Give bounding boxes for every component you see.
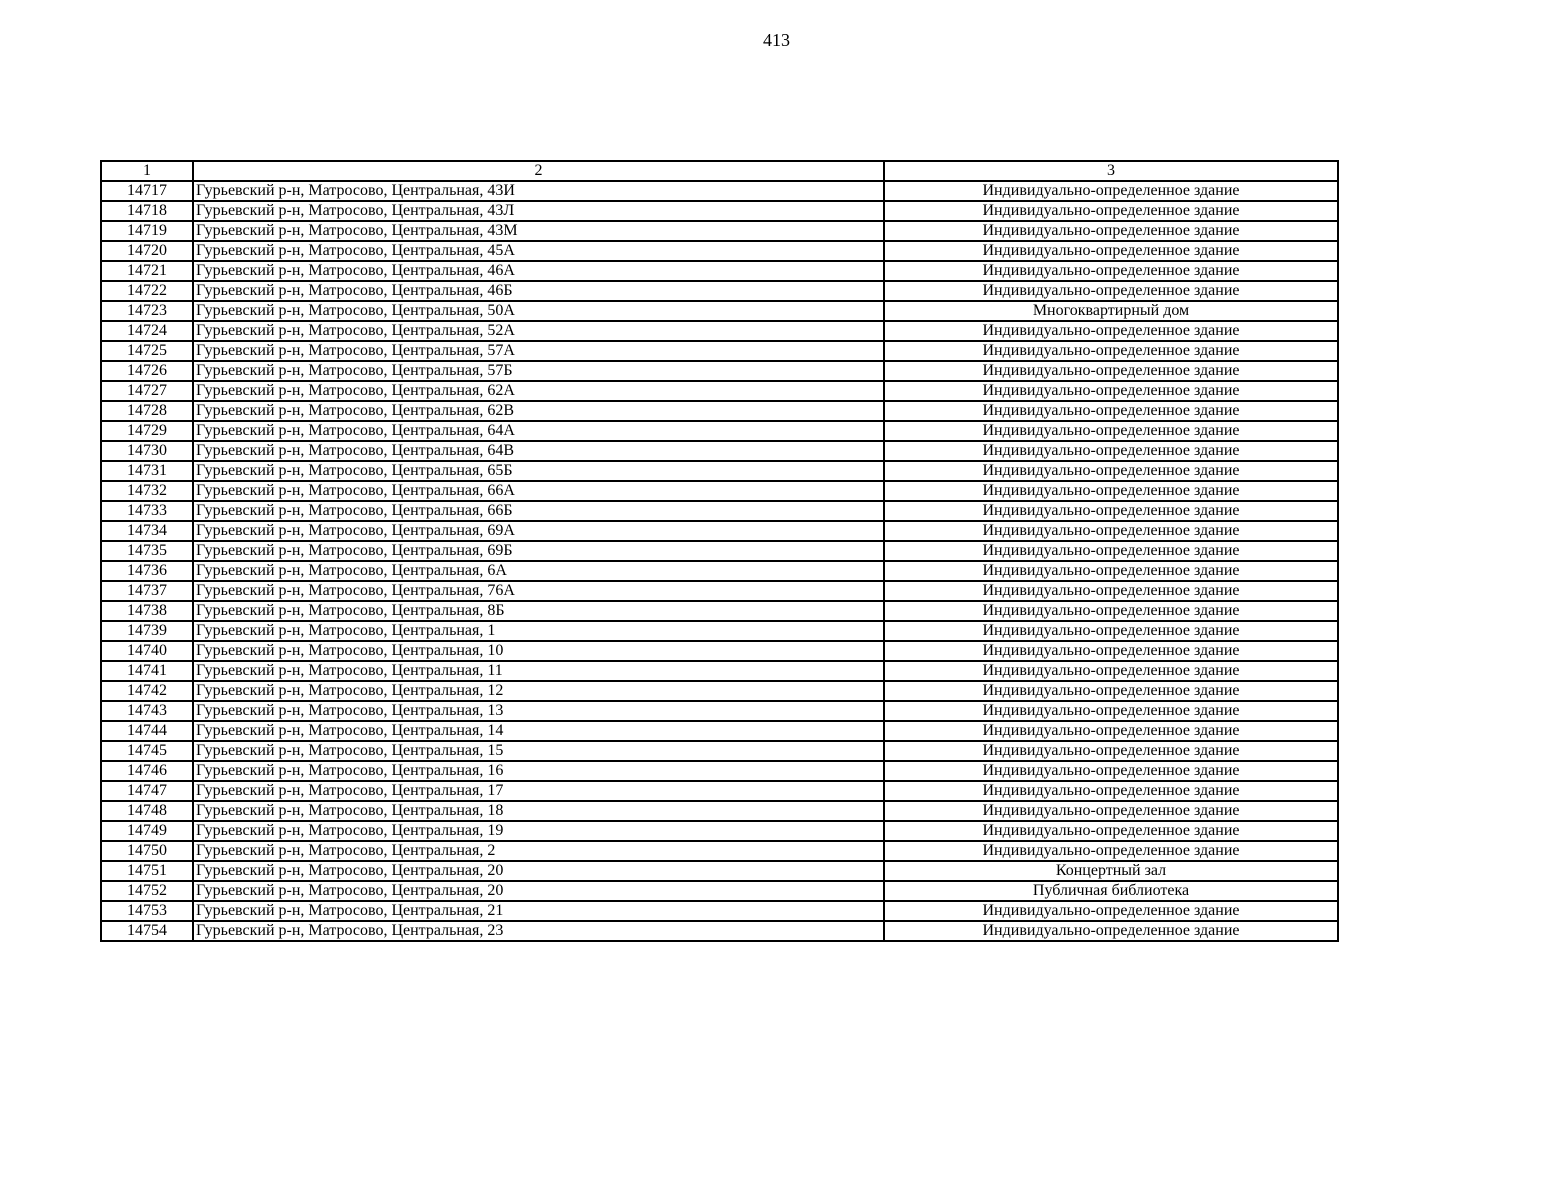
row-object-type: Индивидуально-определенное здание <box>884 841 1338 861</box>
table-row <box>101 441 1338 461</box>
row-address: Гурьевский р-н, Матросово, Центральная, 66А <box>193 481 884 501</box>
row-number: 14718 <box>101 201 193 221</box>
table-row <box>101 801 1338 821</box>
header-col-2: 2 <box>193 161 884 181</box>
table-row <box>101 421 1338 441</box>
row-address: Гурьевский р-н, Матросово, Центральная, 2 <box>193 841 884 861</box>
table-row <box>101 501 1338 521</box>
row-address: Гурьевский р-н, Матросово, Центральная, 21 <box>193 901 884 921</box>
table-row <box>101 681 1338 701</box>
row-number: 14719 <box>101 221 193 241</box>
table-row <box>101 321 1338 341</box>
row-object-type: Индивидуально-определенное здание <box>884 901 1338 921</box>
table-row <box>101 881 1338 901</box>
row-address: Гурьевский р-н, Матросово, Центральная, 16 <box>193 761 884 781</box>
row-address: Гурьевский р-н, Матросово, Центральная, 57А <box>193 341 884 361</box>
row-object-type: Индивидуально-определенное здание <box>884 321 1338 341</box>
header-row <box>101 161 1338 181</box>
row-object-type: Индивидуально-определенное здание <box>884 221 1338 241</box>
row-object-type: Индивидуально-определенное здание <box>884 921 1338 941</box>
row-address: Гурьевский р-н, Матросово, Центральная, 23 <box>193 921 884 941</box>
row-address: Гурьевский р-н, Матросово, Центральная, 18 <box>193 801 884 821</box>
row-address: Гурьевский р-н, Матросово, Центральная, 10 <box>193 641 884 661</box>
row-address: Гурьевский р-н, Матросово, Центральная, 19 <box>193 821 884 841</box>
row-number: 14747 <box>101 781 193 801</box>
registry-table <box>100 160 1339 942</box>
row-number: 14724 <box>101 321 193 341</box>
row-number: 14723 <box>101 301 193 321</box>
table-row <box>101 741 1338 761</box>
row-number: 14726 <box>101 361 193 381</box>
row-object-type: Индивидуально-определенное здание <box>884 381 1338 401</box>
row-number: 14752 <box>101 881 193 901</box>
row-address: Гурьевский р-н, Матросово, Центральная, 6А <box>193 561 884 581</box>
row-number: 14733 <box>101 501 193 521</box>
row-object-type: Индивидуально-определенное здание <box>884 481 1338 501</box>
table-row <box>101 381 1338 401</box>
row-object-type: Индивидуально-определенное здание <box>884 701 1338 721</box>
row-object-type: Индивидуально-определенное здание <box>884 821 1338 841</box>
table-row <box>101 701 1338 721</box>
row-object-type: Индивидуально-определенное здание <box>884 561 1338 581</box>
table-row <box>101 761 1338 781</box>
row-object-type: Индивидуально-определенное здание <box>884 521 1338 541</box>
table-row <box>101 341 1338 361</box>
row-object-type: Публичная библиотека <box>884 881 1338 901</box>
row-number: 14750 <box>101 841 193 861</box>
table-row <box>101 481 1338 501</box>
row-number: 14717 <box>101 181 193 201</box>
row-address: Гурьевский р-н, Матросово, Центральная, 43Л <box>193 201 884 221</box>
row-object-type: Многоквартирный дом <box>884 301 1338 321</box>
header-col-3: 3 <box>884 161 1338 181</box>
row-object-type: Индивидуально-определенное здание <box>884 641 1338 661</box>
row-number: 14731 <box>101 461 193 481</box>
table-row <box>101 241 1338 261</box>
row-object-type: Индивидуально-определенное здание <box>884 601 1338 621</box>
row-number: 14720 <box>101 241 193 261</box>
table-row <box>101 461 1338 481</box>
row-address: Гурьевский р-н, Матросово, Центральная, 66Б <box>193 501 884 521</box>
table-row <box>101 621 1338 641</box>
row-address: Гурьевский р-н, Матросово, Центральная, 14 <box>193 721 884 741</box>
table-row <box>101 601 1338 621</box>
row-object-type: Индивидуально-определенное здание <box>884 661 1338 681</box>
row-address: Гурьевский р-н, Матросово, Центральная, 8Б <box>193 601 884 621</box>
row-number: 14740 <box>101 641 193 661</box>
table-row <box>101 561 1338 581</box>
table-row <box>101 861 1338 881</box>
table-row <box>101 841 1338 861</box>
row-number: 14748 <box>101 801 193 821</box>
row-object-type: Индивидуально-определенное здание <box>884 401 1338 421</box>
row-number: 14745 <box>101 741 193 761</box>
row-address: Гурьевский р-н, Матросово, Центральная, 46Б <box>193 281 884 301</box>
row-object-type: Индивидуально-определенное здание <box>884 261 1338 281</box>
row-object-type: Индивидуально-определенное здание <box>884 541 1338 561</box>
row-address: Гурьевский р-н, Матросово, Центральная, 43И <box>193 181 884 201</box>
row-address: Гурьевский р-н, Матросово, Центральная, 15 <box>193 741 884 761</box>
row-number: 14729 <box>101 421 193 441</box>
row-object-type: Индивидуально-определенное здание <box>884 801 1338 821</box>
table-row <box>101 661 1338 681</box>
row-object-type: Индивидуально-определенное здание <box>884 181 1338 201</box>
row-address: Гурьевский р-н, Матросово, Центральная, 11 <box>193 661 884 681</box>
row-number: 14722 <box>101 281 193 301</box>
row-address: Гурьевский р-н, Матросово, Центральная, 62А <box>193 381 884 401</box>
row-address: Гурьевский р-н, Матросово, Центральная, 1 <box>193 621 884 641</box>
row-object-type: Индивидуально-определенное здание <box>884 421 1338 441</box>
row-number: 14734 <box>101 521 193 541</box>
row-address: Гурьевский р-н, Матросово, Центральная, 57Б <box>193 361 884 381</box>
row-object-type: Индивидуально-определенное здание <box>884 461 1338 481</box>
row-number: 14749 <box>101 821 193 841</box>
table-row <box>101 181 1338 201</box>
row-address: Гурьевский р-н, Матросово, Центральная, 12 <box>193 681 884 701</box>
row-address: Гурьевский р-н, Матросово, Центральная, 62В <box>193 401 884 421</box>
row-object-type: Индивидуально-определенное здание <box>884 681 1338 701</box>
row-number: 14721 <box>101 261 193 281</box>
table-row <box>101 361 1338 381</box>
row-object-type: Индивидуально-определенное здание <box>884 441 1338 461</box>
row-address: Гурьевский р-н, Матросово, Центральная, 50А <box>193 301 884 321</box>
table-row <box>101 641 1338 661</box>
row-number: 14741 <box>101 661 193 681</box>
table-row <box>101 821 1338 841</box>
table-row <box>101 921 1338 941</box>
row-number: 14730 <box>101 441 193 461</box>
row-number: 14753 <box>101 901 193 921</box>
row-number: 14732 <box>101 481 193 501</box>
row-object-type: Индивидуально-определенное здание <box>884 361 1338 381</box>
row-number: 14754 <box>101 921 193 941</box>
row-address: Гурьевский р-н, Матросово, Центральная, 52А <box>193 321 884 341</box>
row-address: Гурьевский р-н, Матросово, Центральная, 17 <box>193 781 884 801</box>
table-row <box>101 221 1338 241</box>
table-header <box>101 161 1338 181</box>
row-number: 14746 <box>101 761 193 781</box>
row-number: 14743 <box>101 701 193 721</box>
table-row <box>101 541 1338 561</box>
row-address: Гурьевский р-н, Матросово, Центральная, 64В <box>193 441 884 461</box>
row-address: Гурьевский р-н, Матросово, Центральная, 69Б <box>193 541 884 561</box>
page-number: 413 <box>763 30 790 50</box>
table-row <box>101 401 1338 421</box>
table-row <box>101 781 1338 801</box>
header-col-1: 1 <box>101 161 193 181</box>
row-object-type: Индивидуально-определенное здание <box>884 341 1338 361</box>
row-number: 14751 <box>101 861 193 881</box>
table-row <box>101 301 1338 321</box>
row-number: 14728 <box>101 401 193 421</box>
row-object-type: Индивидуально-определенное здание <box>884 201 1338 221</box>
row-number: 14738 <box>101 601 193 621</box>
row-number: 14725 <box>101 341 193 361</box>
row-object-type: Индивидуально-определенное здание <box>884 241 1338 261</box>
row-address: Гурьевский р-н, Матросово, Центральная, 45А <box>193 241 884 261</box>
table-body <box>101 181 1338 941</box>
row-number: 14735 <box>101 541 193 561</box>
row-address: Гурьевский р-н, Матросово, Центральная, 43М <box>193 221 884 241</box>
table-row <box>101 581 1338 601</box>
row-object-type: Индивидуально-определенное здание <box>884 281 1338 301</box>
row-number: 14727 <box>101 381 193 401</box>
row-address: Гурьевский р-н, Матросово, Центральная, 69А <box>193 521 884 541</box>
table-row <box>101 261 1338 281</box>
row-address: Гурьевский р-н, Матросово, Центральная, 65Б <box>193 461 884 481</box>
row-number: 14739 <box>101 621 193 641</box>
row-object-type: Концертный зал <box>884 861 1338 881</box>
row-address: Гурьевский р-н, Матросово, Центральная, 76А <box>193 581 884 601</box>
row-number: 14742 <box>101 681 193 701</box>
table-row <box>101 721 1338 741</box>
row-number: 14737 <box>101 581 193 601</box>
row-number: 14744 <box>101 721 193 741</box>
table-row <box>101 901 1338 921</box>
row-object-type: Индивидуально-определенное здание <box>884 761 1338 781</box>
row-object-type: Индивидуально-определенное здание <box>884 501 1338 521</box>
row-object-type: Индивидуально-определенное здание <box>884 621 1338 641</box>
row-object-type: Индивидуально-определенное здание <box>884 741 1338 761</box>
row-address: Гурьевский р-н, Матросово, Центральная, 64А <box>193 421 884 441</box>
table-row <box>101 521 1338 541</box>
table-row <box>101 201 1338 221</box>
row-object-type: Индивидуально-определенное здание <box>884 721 1338 741</box>
table-row <box>101 281 1338 301</box>
row-address: Гурьевский р-н, Матросово, Центральная, 20 <box>193 881 884 901</box>
row-address: Гурьевский р-н, Матросово, Центральная, 20 <box>193 861 884 881</box>
row-address: Гурьевский р-н, Матросово, Центральная, 46А <box>193 261 884 281</box>
row-number: 14736 <box>101 561 193 581</box>
row-object-type: Индивидуально-определенное здание <box>884 781 1338 801</box>
row-object-type: Индивидуально-определенное здание <box>884 581 1338 601</box>
row-address: Гурьевский р-н, Матросово, Центральная, 13 <box>193 701 884 721</box>
